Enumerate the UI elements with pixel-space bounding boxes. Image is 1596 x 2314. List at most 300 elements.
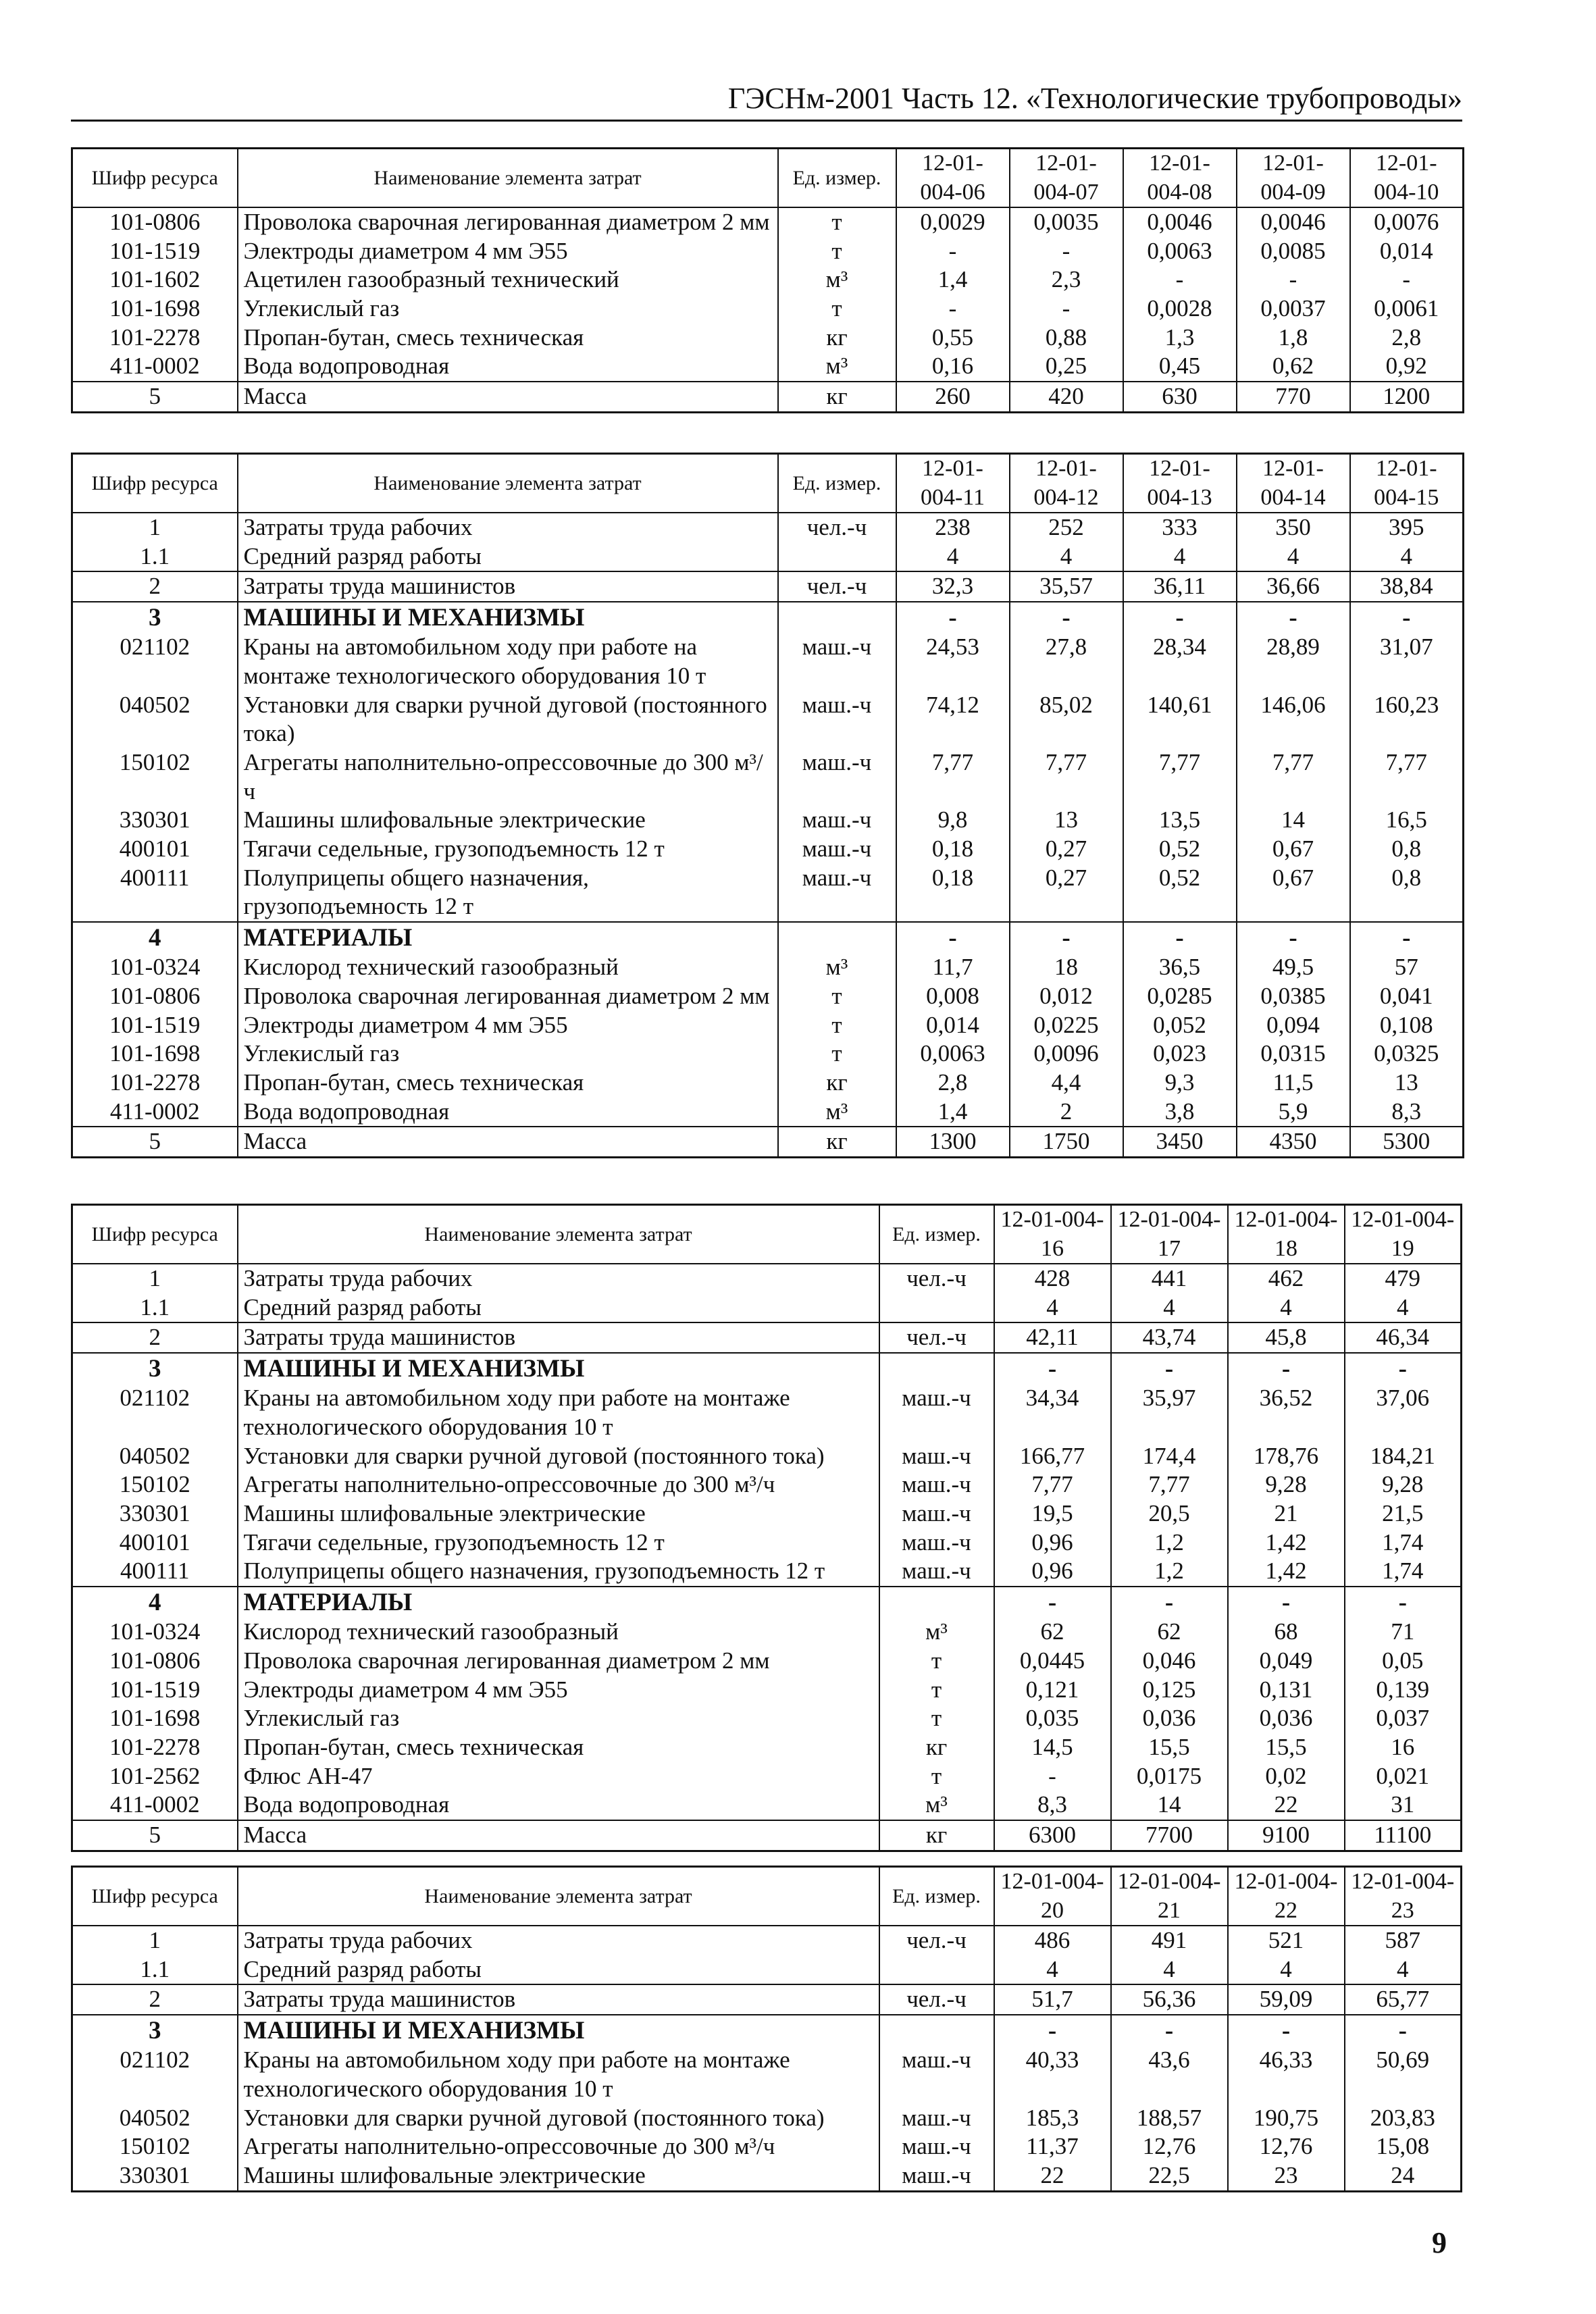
table-row	[72, 1069, 1464, 1098]
value-cell: 7,77	[1350, 748, 1464, 806]
value-cell: 11,7	[896, 953, 1010, 982]
value-cell: 0,92	[1350, 352, 1464, 382]
resource-code: 101-0324	[72, 953, 238, 982]
value-cell: -	[1010, 922, 1123, 953]
header-code: Шифр ресурса	[72, 1205, 238, 1264]
value-cell: 0,0096	[1010, 1039, 1123, 1069]
value-cell: -	[1228, 1353, 1345, 1384]
resource-name: Проволока сварочная легированная диаметром 2 мм	[238, 207, 778, 237]
value-cell: 42,11	[994, 1322, 1111, 1353]
value-cell: -	[1345, 1353, 1462, 1384]
value-cell: 46,33	[1228, 2046, 1345, 2103]
value-cell: 0,094	[1237, 1011, 1350, 1040]
value-cell: 0,131	[1228, 1676, 1345, 1705]
resource-code: 101-0324	[72, 1618, 238, 1647]
value-cell: 0,052	[1123, 1011, 1237, 1040]
header-unit: Ед. измер.	[879, 1867, 994, 1926]
value-cell: -	[1123, 602, 1237, 633]
value-cell: 0,02	[1228, 1762, 1345, 1791]
value-cell: 35,57	[1010, 571, 1123, 602]
value-cell: 7,77	[994, 1470, 1111, 1499]
resource-code: 5	[72, 382, 238, 412]
section-row	[72, 1587, 1462, 1618]
value-cell: 56,36	[1111, 1984, 1228, 2015]
table-row	[72, 953, 1464, 982]
table-row	[72, 1264, 1462, 1293]
table-row	[72, 294, 1464, 324]
resource-name: Вода водопроводная	[238, 1791, 879, 1820]
value-cell: -	[1010, 602, 1123, 633]
unit: кг	[778, 1069, 896, 1098]
unit: кг	[778, 1127, 896, 1157]
resource-name: Кислород технический газообразный	[238, 1618, 879, 1647]
table-row	[72, 237, 1464, 266]
unit: чел.-ч	[778, 571, 896, 602]
value-cell: 0,0076	[1350, 207, 1464, 237]
value-cell: 0,0061	[1350, 294, 1464, 324]
value-cell: 4	[1237, 542, 1350, 572]
header-norm-code: 12-01-004-23	[1345, 1867, 1462, 1926]
value-cell: 0,036	[1228, 1704, 1345, 1733]
resource-code: 2	[72, 571, 238, 602]
value-cell: 15,08	[1345, 2132, 1462, 2161]
value-cell: -	[1350, 922, 1464, 953]
value-cell: 9,3	[1123, 1069, 1237, 1098]
value-cell: 1,4	[896, 1098, 1010, 1127]
value-cell: 40,33	[994, 2046, 1111, 2103]
resource-name: Электроды диаметром 4 мм Э55	[238, 1676, 879, 1705]
resource-code: 101-2562	[72, 1762, 238, 1791]
section-row	[72, 602, 1464, 633]
resource-name: Углекислый газ	[238, 1039, 778, 1069]
value-cell: 0,27	[1010, 835, 1123, 864]
resource-name: Углекислый газ	[238, 294, 778, 324]
unit	[879, 1955, 994, 1985]
unit: чел.-ч	[879, 1984, 994, 2015]
unit: маш.-ч	[778, 835, 896, 864]
resource-code: 3	[72, 1353, 238, 1384]
resource-code: 101-1519	[72, 1676, 238, 1705]
value-cell: 50,69	[1345, 2046, 1462, 2103]
unit: т	[778, 237, 896, 266]
value-cell: 428	[994, 1264, 1111, 1293]
unit: т	[778, 982, 896, 1011]
resource-code: 400111	[72, 864, 238, 922]
value-cell: -	[1123, 265, 1237, 294]
value-cell: 0,0315	[1237, 1039, 1350, 1069]
value-cell: 0,45	[1123, 352, 1237, 382]
value-cell: 68	[1228, 1618, 1345, 1647]
resource-code: 5	[72, 1127, 238, 1157]
value-cell: 0,0175	[1111, 1762, 1228, 1791]
value-cell: 24	[1345, 2161, 1462, 2191]
resource-code: 4	[72, 922, 238, 953]
value-cell: 350	[1237, 513, 1350, 542]
value-cell: 203,83	[1345, 2104, 1462, 2133]
value-cell: 1,74	[1345, 1557, 1462, 1587]
value-cell: 0,046	[1111, 1647, 1228, 1676]
section-row	[72, 922, 1464, 953]
value-cell: 14,5	[994, 1733, 1111, 1762]
table-row	[72, 1470, 1462, 1499]
value-cell: 6300	[994, 1820, 1111, 1851]
header-norm-code: 12-01-004-18	[1228, 1205, 1345, 1264]
value-cell: 5,9	[1237, 1098, 1350, 1127]
resource-name: МАШИНЫ И МЕХАНИЗМЫ	[238, 2015, 879, 2046]
resource-code: 101-1698	[72, 1704, 238, 1733]
resource-code: 2	[72, 1984, 238, 2015]
value-cell: 1,8	[1237, 324, 1350, 353]
resource-code: 411-0002	[72, 352, 238, 382]
value-cell: 178,76	[1228, 1442, 1345, 1471]
value-cell: 0,008	[896, 982, 1010, 1011]
unit	[778, 922, 896, 953]
table-row	[72, 1676, 1462, 1705]
value-cell: 0,121	[994, 1676, 1111, 1705]
value-cell: 49,5	[1237, 953, 1350, 982]
resource-code: 330301	[72, 1499, 238, 1528]
unit: т	[879, 1762, 994, 1791]
header-norm-code: 12-01-004-22	[1228, 1867, 1345, 1926]
value-cell: 7,77	[1123, 748, 1237, 806]
unit: т	[778, 294, 896, 324]
value-cell: 16	[1345, 1733, 1462, 1762]
unit: т	[778, 1039, 896, 1069]
resource-code: 150102	[72, 2132, 238, 2161]
value-cell: 630	[1123, 382, 1237, 412]
resource-name: Агрегаты наполнительно-опрессовочные до 300 м³/ч	[238, 1470, 879, 1499]
value-cell: 62	[994, 1618, 1111, 1647]
value-cell: 7,77	[1111, 1470, 1228, 1499]
resource-name: Тягачи седельные, грузоподъемность 12 т	[238, 835, 778, 864]
value-cell: 185,3	[994, 2104, 1111, 2133]
value-cell: 1,74	[1345, 1528, 1462, 1558]
value-cell: 0,0445	[994, 1647, 1111, 1676]
header-norm-code: 12-01-004-16	[994, 1205, 1111, 1264]
value-cell: 9100	[1228, 1820, 1345, 1851]
value-cell: 74,12	[896, 691, 1010, 748]
value-cell: 0,18	[896, 864, 1010, 922]
unit: маш.-ч	[778, 806, 896, 835]
unit: маш.-ч	[879, 1470, 994, 1499]
resource-code: 1.1	[72, 1955, 238, 1985]
resource-name: Агрегаты наполнительно-опрессовочные до 300 м³/ч	[238, 2132, 879, 2161]
value-cell: 491	[1111, 1926, 1228, 1955]
table-row	[72, 1557, 1462, 1587]
value-cell: -	[994, 1353, 1111, 1384]
value-cell: 188,57	[1111, 2104, 1228, 2133]
unit: маш.-ч	[879, 1528, 994, 1558]
resource-name: Ацетилен газообразный технический	[238, 265, 778, 294]
value-cell: 1750	[1010, 1127, 1123, 1157]
unit: т	[879, 1647, 994, 1676]
page-number: 9	[1432, 2226, 1447, 2259]
table-row	[72, 1926, 1462, 1955]
section-row	[72, 2015, 1462, 2046]
value-cell: 59,09	[1228, 1984, 1345, 2015]
value-cell: 13	[1350, 1069, 1464, 1098]
value-cell: 1,42	[1228, 1528, 1345, 1558]
header-name: Наименование элемента затрат	[238, 454, 778, 513]
header-name: Наименование элемента затрат	[238, 1867, 879, 1926]
table-row	[72, 513, 1464, 542]
resource-table-1	[71, 147, 1464, 413]
resource-name: Вода водопроводная	[238, 1098, 778, 1127]
value-cell: 479	[1345, 1264, 1462, 1293]
unit: маш.-ч	[879, 2161, 994, 2191]
unit: чел.-ч	[879, 1926, 994, 1955]
unit: маш.-ч	[879, 2104, 994, 2133]
table-row	[72, 1322, 1462, 1353]
page-header: ГЭСНм-2001 Часть 12. «Технологические трубопроводы»	[71, 81, 1462, 122]
table-row	[72, 1293, 1462, 1323]
header-norm-code: 12-01-004-10	[1350, 149, 1464, 208]
value-cell: 2,8	[896, 1069, 1010, 1098]
value-cell: -	[896, 922, 1010, 953]
value-cell: 0,88	[1010, 324, 1123, 353]
resource-name: Масса	[238, 1127, 778, 1157]
value-cell: 3,8	[1123, 1098, 1237, 1127]
header-unit: Ед. измер.	[879, 1205, 994, 1264]
table-header-row	[72, 149, 1464, 208]
resource-name: МАШИНЫ И МЕХАНИЗМЫ	[238, 602, 778, 633]
value-cell: 43,6	[1111, 2046, 1228, 2103]
resource-code: 101-0806	[72, 1647, 238, 1676]
value-cell: 27,8	[1010, 633, 1123, 690]
value-cell: 0,25	[1010, 352, 1123, 382]
header-unit: Ед. измер.	[778, 454, 896, 513]
value-cell: 0,0285	[1123, 982, 1237, 1011]
table-row	[72, 2161, 1462, 2191]
resource-name: МАТЕРИАЛЫ	[238, 1587, 879, 1618]
value-cell: 184,21	[1345, 1442, 1462, 1471]
unit: маш.-ч	[778, 864, 896, 922]
unit: маш.-ч	[879, 1442, 994, 1471]
value-cell: 28,34	[1123, 633, 1237, 690]
value-cell: 0,0225	[1010, 1011, 1123, 1040]
resource-name: Проволока сварочная легированная диаметром 2 мм	[238, 1647, 879, 1676]
resource-name: Средний разряд работы	[238, 542, 778, 572]
value-cell: 0,0325	[1350, 1039, 1464, 1069]
resource-name: Углекислый газ	[238, 1704, 879, 1733]
unit: маш.-ч	[879, 2046, 994, 2103]
value-cell: 0,041	[1350, 982, 1464, 1011]
table-row	[72, 2046, 1462, 2103]
value-cell: 0,108	[1350, 1011, 1464, 1040]
table-row	[72, 265, 1464, 294]
value-cell: 13,5	[1123, 806, 1237, 835]
value-cell: -	[1228, 1587, 1345, 1618]
value-cell: -	[1350, 602, 1464, 633]
value-cell: 4	[1111, 1955, 1228, 1985]
value-cell: 4	[1228, 1955, 1345, 1985]
value-cell: 65,77	[1345, 1984, 1462, 2015]
resource-code: 411-0002	[72, 1098, 238, 1127]
value-cell: 4	[1111, 1293, 1228, 1323]
table-row	[72, 542, 1464, 572]
value-cell: 4	[994, 1293, 1111, 1323]
value-cell: 22	[994, 2161, 1111, 2191]
value-cell: 174,4	[1111, 1442, 1228, 1471]
value-cell: 0,0035	[1010, 207, 1123, 237]
value-cell: 260	[896, 382, 1010, 412]
header-norm-code: 12-01-004-13	[1123, 454, 1237, 513]
value-cell: 190,75	[1228, 2104, 1345, 2133]
value-cell: -	[1345, 1587, 1462, 1618]
value-cell: 2	[1010, 1098, 1123, 1127]
resource-code: 101-1519	[72, 237, 238, 266]
resource-name: Полуприцепы общего назначения, грузоподъемность 12 т	[238, 1557, 879, 1587]
value-cell: 0,27	[1010, 864, 1123, 922]
unit	[879, 1293, 994, 1323]
resource-table-4	[71, 1866, 1462, 2192]
value-cell: 4	[1010, 542, 1123, 572]
section-row	[72, 1353, 1462, 1384]
value-cell: 8,3	[1350, 1098, 1464, 1127]
value-cell: -	[1237, 602, 1350, 633]
table-row	[72, 748, 1464, 806]
header-norm-code: 12-01-004-09	[1237, 149, 1350, 208]
unit: т	[879, 1676, 994, 1705]
value-cell: 7,77	[1237, 748, 1350, 806]
value-cell: 0,67	[1237, 864, 1350, 922]
table-row	[72, 324, 1464, 353]
value-cell: 7,77	[896, 748, 1010, 806]
value-cell: 4	[1350, 542, 1464, 572]
resource-code: 3	[72, 602, 238, 633]
resource-table-2	[71, 453, 1464, 1158]
value-cell: 0,62	[1237, 352, 1350, 382]
value-cell: 21,5	[1345, 1499, 1462, 1528]
table-row	[72, 806, 1464, 835]
resource-name: Машины шлифовальные электрические	[238, 1499, 879, 1528]
value-cell: 0,67	[1237, 835, 1350, 864]
table-row	[72, 1039, 1464, 1069]
unit: чел.-ч	[879, 1264, 994, 1293]
value-cell: 770	[1237, 382, 1350, 412]
resource-code: 1	[72, 1264, 238, 1293]
value-cell: 0,036	[1111, 1704, 1228, 1733]
resource-name: Краны на автомобильном ходу при работе на монтаже технологического оборудования 10 т	[238, 633, 778, 690]
table-row	[72, 835, 1464, 864]
table-row	[72, 982, 1464, 1011]
resource-code: 330301	[72, 806, 238, 835]
header-name: Наименование элемента затрат	[238, 1205, 879, 1264]
table-header-row	[72, 1205, 1462, 1264]
value-cell: 35,97	[1111, 1384, 1228, 1441]
resource-name: Масса	[238, 382, 778, 412]
header-norm-code: 12-01-004-08	[1123, 149, 1237, 208]
resource-code: 101-1519	[72, 1011, 238, 1040]
value-cell: -	[1237, 922, 1350, 953]
resource-name: Вода водопроводная	[238, 352, 778, 382]
value-cell: 4,4	[1010, 1069, 1123, 1098]
resource-name: Затраты труда рабочих	[238, 1264, 879, 1293]
value-cell: 85,02	[1010, 691, 1123, 748]
value-cell: 4350	[1237, 1127, 1350, 1157]
resource-name: Агрегаты наполнительно-опрессовочные до 300 м³/ч	[238, 748, 778, 806]
value-cell: 22,5	[1111, 2161, 1228, 2191]
resource-code: 101-0806	[72, 982, 238, 1011]
header-name: Наименование элемента затрат	[238, 149, 778, 208]
resource-code: 040502	[72, 691, 238, 748]
resource-name: МАТЕРИАЛЫ	[238, 922, 778, 953]
resource-name: Краны на автомобильном ходу при работе на монтаже технологического оборудования 10 т	[238, 2046, 879, 2103]
unit: маш.-ч	[879, 1384, 994, 1441]
resource-code: 411-0002	[72, 1791, 238, 1820]
value-cell: -	[896, 602, 1010, 633]
value-cell: 11100	[1345, 1820, 1462, 1851]
value-cell: 0,0063	[1123, 237, 1237, 266]
resource-name: Флюс АН-47	[238, 1762, 879, 1791]
value-cell: 71	[1345, 1618, 1462, 1647]
resource-code: 400101	[72, 835, 238, 864]
resource-name: Пропан-бутан, смесь техническая	[238, 1069, 778, 1098]
value-cell: -	[1111, 1353, 1228, 1384]
resource-name: Масса	[238, 1820, 879, 1851]
header-norm-code: 12-01-004-06	[896, 149, 1010, 208]
value-cell: 5300	[1350, 1127, 1464, 1157]
resource-name: Машины шлифовальные электрические	[238, 806, 778, 835]
header-norm-code: 12-01-004-21	[1111, 1867, 1228, 1926]
resource-name: Машины шлифовальные электрические	[238, 2161, 879, 2191]
unit: кг	[879, 1733, 994, 1762]
table-row	[72, 1618, 1462, 1647]
unit	[778, 542, 896, 572]
resource-code: 1.1	[72, 1293, 238, 1323]
value-cell: 0,0037	[1237, 294, 1350, 324]
value-cell: 0,021	[1345, 1762, 1462, 1791]
header-norm-code: 12-01-004-14	[1237, 454, 1350, 513]
value-cell: 0,037	[1345, 1704, 1462, 1733]
value-cell: 4	[896, 542, 1010, 572]
resource-name: МАШИНЫ И МЕХАНИЗМЫ	[238, 1353, 879, 1384]
value-cell: 0,0029	[896, 207, 1010, 237]
resource-name: Пропан-бутан, смесь техническая	[238, 1733, 879, 1762]
value-cell: 36,52	[1228, 1384, 1345, 1441]
table-row	[72, 207, 1464, 237]
table-row	[72, 1528, 1462, 1558]
value-cell: 441	[1111, 1264, 1228, 1293]
value-cell: 166,77	[994, 1442, 1111, 1471]
value-cell: 4	[1345, 1955, 1462, 1985]
value-cell: 0,55	[896, 324, 1010, 353]
value-cell: 0,139	[1345, 1676, 1462, 1705]
value-cell: 486	[994, 1926, 1111, 1955]
table-row	[72, 1384, 1462, 1441]
resource-code: 101-1602	[72, 265, 238, 294]
value-cell: -	[1111, 2015, 1228, 2046]
resource-name: Затраты труда рабочих	[238, 1926, 879, 1955]
value-cell: 0,0063	[896, 1039, 1010, 1069]
value-cell: 1,2	[1111, 1557, 1228, 1587]
header-code: Шифр ресурса	[72, 1867, 238, 1926]
value-cell: 16,5	[1350, 806, 1464, 835]
table-row	[72, 1098, 1464, 1127]
value-cell: -	[1350, 265, 1464, 294]
resource-code: 021102	[72, 2046, 238, 2103]
resource-code: 4	[72, 1587, 238, 1618]
value-cell: 462	[1228, 1264, 1345, 1293]
value-cell: -	[994, 2015, 1111, 2046]
value-cell: 0,0028	[1123, 294, 1237, 324]
value-cell: 1,4	[896, 265, 1010, 294]
value-cell: 15,5	[1111, 1733, 1228, 1762]
value-cell: 0,8	[1350, 835, 1464, 864]
header-norm-code: 12-01-004-12	[1010, 454, 1123, 513]
resource-name: Проволока сварочная легированная диаметром 2 мм	[238, 982, 778, 1011]
resource-name: Средний разряд работы	[238, 1955, 879, 1985]
